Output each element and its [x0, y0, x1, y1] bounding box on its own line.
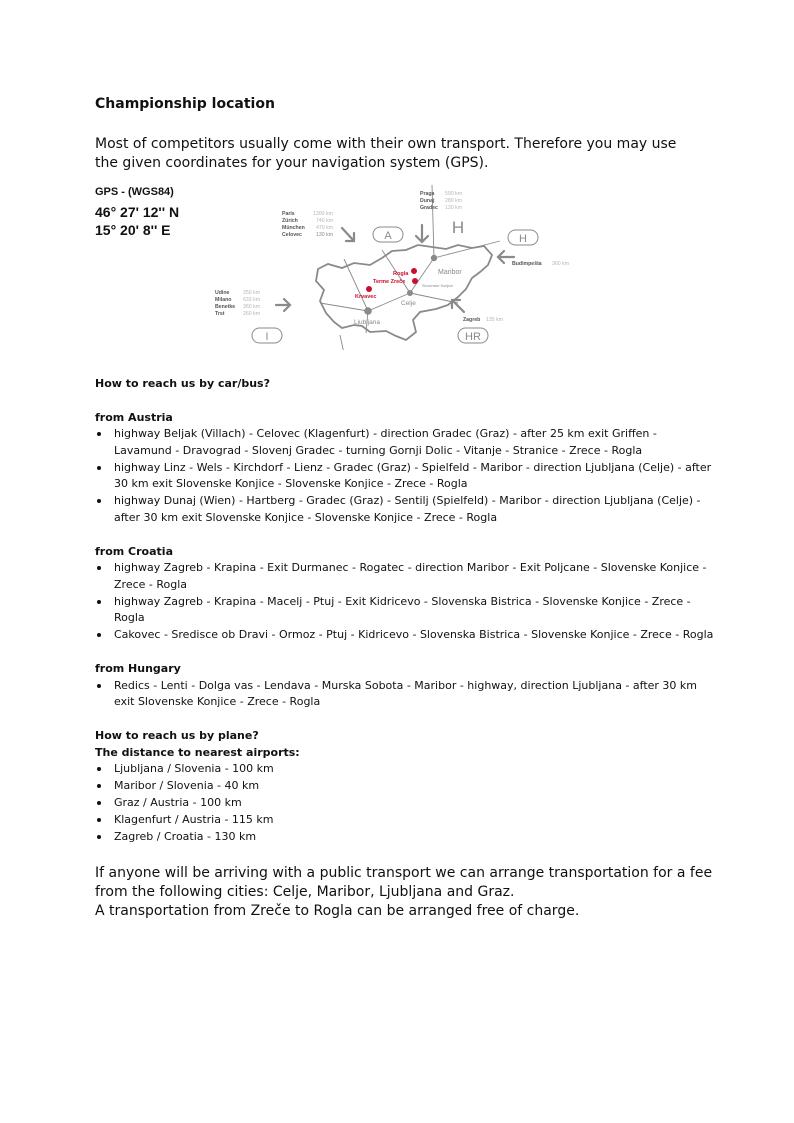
distances-west: [215, 290, 260, 317]
map-label-celje: Celje: [401, 300, 416, 307]
map-label-krvavec: Krvavec: [355, 294, 377, 300]
distances-north: [420, 191, 462, 211]
gps-label: GPS - (WGS84): [95, 186, 174, 198]
svg-text:München: München: [282, 225, 305, 231]
svg-text:Milano: Milano: [215, 297, 232, 303]
svg-text:Dunaj: Dunaj: [420, 198, 435, 204]
svg-text:360 km: 360 km: [552, 261, 570, 267]
outro-paragraph-free: A transportation from Zreče to Rogla can be arranged free of charge.: [95, 903, 580, 919]
svg-text:Zürich: Zürich: [282, 218, 298, 224]
svg-text:Paris: Paris: [282, 211, 295, 217]
list-item: highway Zagreb - Krapina - Exit Durmanec - Rogatec - direction Maribor - Exit Poljcane - Slovenske Konjice - Zrece - Rogla: [95, 560, 715, 593]
distances-north-west: [282, 211, 333, 238]
list-item: Graz / Austria - 100 km: [95, 795, 715, 812]
slovenia-outline: [316, 245, 492, 340]
intro-paragraph: Most of competitors usually come with their own transport. Therefore you may use the given coordinates for your navigation system (GPS).: [95, 136, 677, 171]
country-label-hungary-right: H: [519, 233, 527, 245]
country-label-hungary-top: H: [451, 218, 465, 237]
svg-text:Trst: Trst: [215, 311, 225, 317]
distance-south: [463, 317, 503, 323]
svg-text:Budimpešta: Budimpešta: [512, 261, 542, 267]
plane-heading: How to reach us by plane?: [95, 729, 259, 742]
page-title: Championship location: [95, 96, 275, 112]
svg-text:130 km: 130 km: [316, 232, 334, 238]
list-item: Zagreb / Croatia - 130 km: [95, 829, 715, 846]
directions-section: [95, 376, 715, 846]
svg-text:Benetke: Benetke: [215, 304, 236, 310]
section-title-croatia: from Croatia: [95, 544, 173, 558]
svg-text:590 km: 590 km: [445, 191, 463, 197]
list-item: Maribor / Slovenia - 40 km: [95, 778, 715, 795]
map-label-terme-zrece: Terme Zreče: [373, 279, 406, 285]
map-label-maribor: Maribor: [438, 269, 462, 276]
svg-text:360 km: 360 km: [243, 304, 261, 310]
svg-text:Gradec: Gradec: [420, 205, 438, 211]
list-item: highway Dunaj (Wien) - Hartberg - Gradec (Graz) - Sentilj (Spielfeld) - Maribor - direction Ljubljana (Celje) - after 30 km exit Slovenske Konjice - Slovenske Konjice - Zrece - Rogla: [95, 493, 715, 526]
svg-text:1300 km: 1300 km: [313, 211, 333, 217]
svg-text:470 km: 470 km: [316, 225, 334, 231]
list-item: highway Beljak (Villach) - Celovec (Klagenfurt) - direction Gradec (Graz) - after 25 km exit Griffen - Lavamund - Dravograd - Slovenj Gradec - turning Gornji Dolic - Vitanje - Stranice - Zrece - Rogla: [95, 426, 715, 459]
map-label-slovenske-konjice: Slovenske Konjice: [422, 284, 454, 288]
list-item: Klagenfurt / Austria - 115 km: [95, 812, 715, 829]
svg-text:130 km: 130 km: [445, 205, 463, 211]
map-label-rogla: Rogla: [393, 271, 409, 277]
svg-text:250 km: 250 km: [243, 290, 261, 296]
outro-section: [95, 864, 715, 921]
route-list-hungary: [95, 678, 715, 711]
svg-text:135 km: 135 km: [486, 317, 504, 323]
route-list-austria: [95, 426, 715, 526]
svg-text:280 km: 280 km: [445, 198, 463, 204]
svg-text:Udine: Udine: [215, 290, 230, 296]
airport-list: [95, 761, 715, 846]
list-item: Cakovec - Sredisce ob Dravi - Ormoz - Ptuj - Kidricevo - Slovenska Bistrica - Slovenske Konjice - Zrece - Rogla: [95, 627, 715, 644]
route-list-croatia: [95, 560, 715, 644]
gps-longitude: 15° 20' 8'' E: [95, 222, 171, 238]
distance-east: [512, 261, 569, 267]
list-item: Redics - Lenti - Dolga vas - Lendava - Murska Sobota - Maribor - highway, direction Ljubljana - after 30 km exit Slovenske Konjice - Zrece - Rogla: [95, 678, 715, 711]
country-label-austria: A: [384, 230, 392, 242]
list-item: Ljubljana / Slovenia - 100 km: [95, 761, 715, 778]
location-map: [210, 185, 582, 350]
car-heading: How to reach us by car/bus?: [95, 377, 270, 390]
list-item: highway Zagreb - Krapina - Macelj - Ptuj - Exit Kidricevo - Slovenska Bistrica - Slovenske Konjice - Zrece - Rogla: [95, 594, 715, 627]
map-label-ljubljana: Ljubljana: [354, 319, 381, 326]
gps-latitude: 46° 27' 12'' N: [95, 204, 180, 220]
country-label-croatia: HR: [465, 331, 481, 343]
plane-subheading: The distance to nearest airports:: [95, 745, 300, 759]
svg-text:Celovec: Celovec: [282, 232, 302, 238]
svg-text:260 km: 260 km: [243, 311, 261, 317]
svg-text:740 km: 740 km: [316, 218, 334, 224]
country-label-italy: I: [265, 331, 269, 343]
svg-text:Zagreb: Zagreb: [463, 317, 481, 323]
section-title-hungary: from Hungary: [95, 662, 181, 675]
svg-text:Praga: Praga: [420, 191, 435, 197]
section-title-austria: from Austria: [95, 410, 173, 424]
svg-text:633 km: 633 km: [243, 297, 261, 303]
outro-paragraph-transport: If anyone will be arriving with a public transport we can arrange transportation for a fee from the following cities: Celje, Maribor, Ljubljana and Graz.: [95, 865, 713, 900]
list-item: highway Linz - Wels - Kirchdorf - Lienz - Gradec (Graz) - Spielfeld - Maribor - direction Ljubljana (Celje) - after 30 km exit Slovenske Konjice - Slovenske Konjice - Zrece - Rogla: [95, 460, 715, 493]
